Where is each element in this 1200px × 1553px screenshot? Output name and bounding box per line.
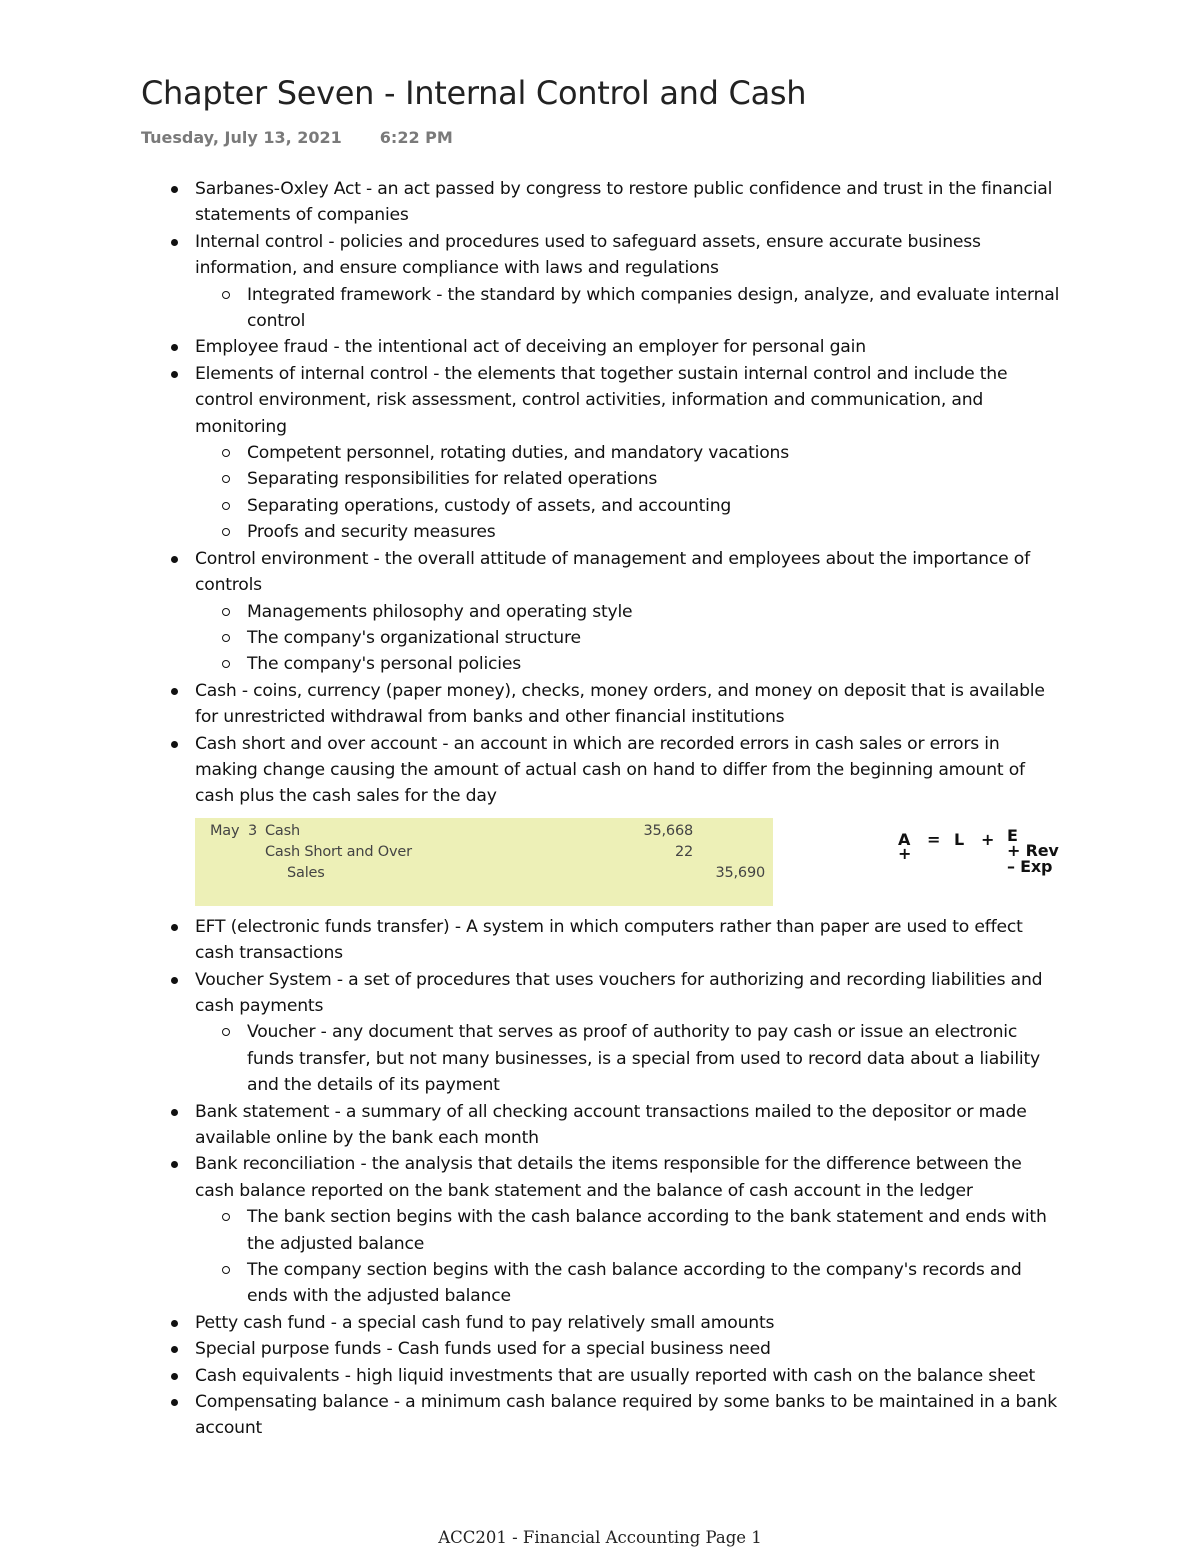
- list-item: Cash short and over account - an account in which are recorded errors in cash sales or errors in making change causing the amount of actual cash on hand to differ from the beginning amount of cash plus the cash sales for the day: [195, 731, 1065, 810]
- sub-list: [195, 599, 1065, 678]
- sub-list-item: Integrated framework - the standard by which companies design, analyze, and evaluate internal control: [247, 282, 1065, 335]
- list-item: EFT (electronic funds transfer) - A system in which computers rather than paper are used to effect cash transactions: [195, 914, 1065, 967]
- list-item: Compensating balance - a minimum cash balance required by some banks to be maintained in a bank account: [195, 1389, 1065, 1442]
- note-timestamp: [141, 128, 453, 147]
- journal-account: Cash Short and Over: [265, 843, 412, 860]
- sub-list-item: Separating responsibilities for related operations: [247, 466, 1065, 492]
- note-time: 6:22 PM: [379, 128, 453, 147]
- equation-equals: =: [927, 829, 941, 849]
- equation-assets: A: [898, 829, 911, 849]
- list-item: Petty cash fund - a special cash fund to pay relatively small amounts: [195, 1310, 1065, 1336]
- equation-assets-sign: +: [898, 843, 912, 863]
- journal-date-month: May: [210, 822, 240, 839]
- list-item: Bank statement - a summary of all checking account transactions mailed to the depositor or made available online by the bank each month: [195, 1099, 1065, 1152]
- list-item: Bank reconciliation - the analysis that details the items responsible for the difference between the cash balance reported on the bank statement and the balance of cash account in the ledger The bank section begins with the cash balance according to the bank statement and ends with the adjusted balance The company section begins with the cash balance according to the company's records and ends with the adjusted balance: [195, 1151, 1065, 1309]
- journal-credit: 35,690: [715, 864, 765, 881]
- journal-account: Cash: [265, 822, 300, 839]
- list-item: Internal control - policies and procedures used to safeguard assets, ensure accurate business information, and ensure compliance with laws and regulations Integrated framework - the standard by which companies design, analyze, and evaluate internal control: [195, 229, 1065, 335]
- sub-list-item: Separating operations, custody of assets, and accounting: [247, 493, 1065, 519]
- equation-expense: – Exp: [1007, 856, 1053, 876]
- equation-revenue: + Rev: [1007, 840, 1059, 860]
- sub-list: [195, 1019, 1065, 1098]
- notes-list: [195, 176, 1065, 1442]
- page-footer: ACC201 - Financial Accounting Page 1: [438, 1528, 762, 1547]
- list-item: Special purpose funds - Cash funds used for a special business need: [195, 1336, 1065, 1362]
- journal-debit: 22: [674, 843, 693, 860]
- equation-liabilities: L: [954, 829, 964, 849]
- list-item: Control environment - the overall attitude of management and employees about the importance of controls Managements philosophy and operating style The company's organizational structure The company's personal policies: [195, 546, 1065, 678]
- journal-account: Sales: [287, 864, 325, 881]
- list-item: Employee fraud - the intentional act of deceiving an employer for personal gain: [195, 334, 1065, 360]
- list-item: Elements of internal control - the elements that together sustain internal control and include the control environment, risk assessment, control activities, information and communication, and monitoring Competent personnel, rotating duties, and mandatory vacations Separating responsibilities for related operations Separating operations, custody of assets, and accounting Proofs and security measures: [195, 361, 1065, 546]
- sub-list-item: Voucher - any document that serves as proof of authority to pay cash or issue an electronic funds transfer, but not many businesses, is a special from used to record data about a liability and the details of its payment: [247, 1019, 1065, 1098]
- sub-list: [195, 282, 1065, 335]
- equation-plus: +: [981, 829, 995, 849]
- journal-debit: 35,668: [643, 822, 693, 839]
- sub-list-item: Proofs and security measures: [247, 519, 1065, 545]
- list-item: Cash equivalents - high liquid investments that are usually reported with cash on the balance sheet: [195, 1363, 1065, 1389]
- list-item: Cash - coins, currency (paper money), checks, money orders, and money on deposit that is available for unrestricted withdrawal from banks and other financial institutions: [195, 678, 1065, 731]
- sub-list-item: Managements philosophy and operating style: [247, 599, 1065, 625]
- accounting-equation: [898, 825, 1073, 892]
- note-date: Tuesday, July 13, 2021: [141, 128, 342, 147]
- sub-list-item: The company's personal policies: [247, 651, 1065, 677]
- list-item: Voucher System - a set of procedures that uses vouchers for authorizing and recording liabilities and cash payments Voucher - any document that serves as proof of authority to pay cash or issue an electronic funds transfer, but not many businesses, is a special from used to record data about a liability and the details of its payment: [195, 967, 1065, 1099]
- sub-list-item: Competent personnel, rotating duties, and mandatory vacations: [247, 440, 1065, 466]
- journal-date-day: 3: [248, 822, 258, 839]
- equation-equity: E: [1007, 825, 1018, 845]
- sub-list-item: The bank section begins with the cash balance according to the bank statement and ends with the adjusted balance: [247, 1204, 1065, 1257]
- sub-list-item: The company section begins with the cash balance according to the company's records and ends with the adjusted balance: [247, 1257, 1065, 1310]
- sub-list-item: The company's organizational structure: [247, 625, 1065, 651]
- journal-entry-table: [195, 818, 773, 906]
- sub-list: [195, 1204, 1065, 1310]
- sub-list: [195, 440, 1065, 546]
- page-title: Chapter Seven - Internal Control and Cash: [141, 74, 807, 112]
- journal-entry-figure: [195, 810, 1065, 914]
- list-item: Sarbanes-Oxley Act - an act passed by congress to restore public confidence and trust in the financial statements of companies: [195, 176, 1065, 229]
